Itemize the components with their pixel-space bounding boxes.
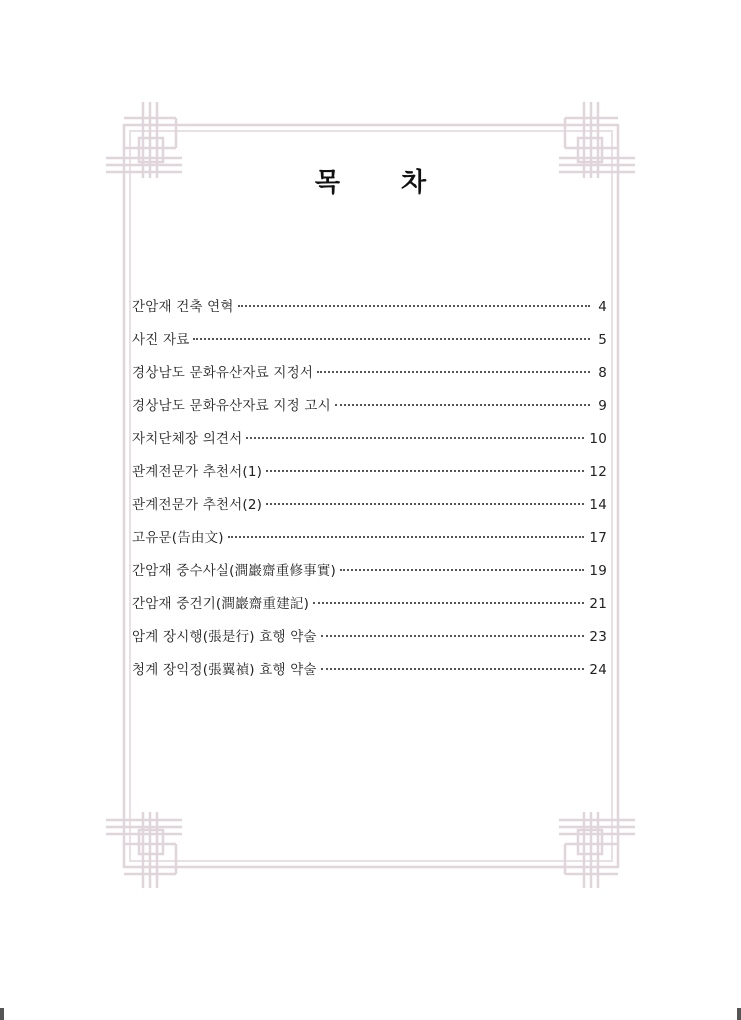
toc-entry-label: 경상남도 문화유산자료 지정서: [132, 365, 314, 381]
dot-leader: [266, 470, 584, 472]
bottom-right-lattice-ornament: [559, 812, 635, 888]
toc-entry-label: 청계 장익정(張翼禎) 효행 약술: [132, 662, 317, 678]
toc-page-number: 17: [589, 530, 607, 546]
dot-leader: [321, 635, 585, 637]
page-title: 목 차: [314, 168, 453, 198]
toc-entry[interactable]: [132, 591, 607, 624]
toc-page-number: 23: [589, 629, 607, 645]
dot-leader: [266, 503, 584, 505]
crop-mark: [0, 1008, 4, 1020]
dot-leader: [335, 404, 590, 406]
toc-entry-label: 간암재 건축 연혁: [132, 299, 234, 315]
toc-entry[interactable]: [132, 294, 607, 327]
toc-page-number: 14: [589, 497, 607, 513]
toc-entry[interactable]: [132, 558, 607, 591]
toc-entry-label: 간암재 중수사실(澗巖齋重修事實): [132, 563, 337, 579]
toc-entry[interactable]: [132, 360, 607, 393]
toc-entry[interactable]: [132, 492, 607, 525]
toc-entry[interactable]: [132, 624, 607, 657]
dot-leader: [228, 536, 585, 538]
dot-leader: [246, 437, 584, 439]
dot-leader: [340, 569, 584, 571]
toc-entry-label: 경상남도 문화유산자료 지정 고시: [132, 398, 331, 414]
toc-page-number: 10: [589, 431, 607, 447]
toc-page-number: 8: [598, 365, 607, 381]
dot-leader: [317, 371, 590, 373]
toc-page-number: 5: [598, 332, 607, 348]
toc-page-number: 19: [589, 563, 607, 579]
toc-entry-label: 관계전문가 추천서(2): [132, 497, 263, 513]
toc-page-number: 24: [589, 662, 607, 678]
toc-page-number: 21: [589, 596, 607, 612]
bottom-left-lattice-ornament: [106, 812, 182, 888]
dot-leader: [321, 668, 585, 670]
toc-entry[interactable]: [132, 426, 607, 459]
toc-entry-label: 관계전문가 추천서(1): [132, 464, 263, 480]
toc-entry[interactable]: [132, 393, 607, 426]
toc-entry-label: 고유문(告由文): [132, 530, 224, 546]
toc-entry-label: 암계 장시행(張是行) 효행 약술: [132, 629, 317, 645]
toc-entry[interactable]: [132, 327, 607, 360]
toc-entry-label: 간암재 중건기(澗巖齋重建記): [132, 596, 310, 612]
toc-entry[interactable]: [132, 525, 607, 558]
toc-entry[interactable]: [132, 459, 607, 492]
toc-entry-label: 사진 자료: [132, 332, 190, 348]
table-of-contents: [132, 294, 607, 690]
crop-mark: [737, 1008, 741, 1020]
dot-leader: [313, 602, 584, 604]
toc-page-number: 4: [598, 299, 607, 315]
dot-leader: [193, 338, 590, 340]
toc-page-number: 9: [598, 398, 607, 414]
toc-page-number: 12: [589, 464, 607, 480]
dot-leader: [238, 305, 590, 307]
toc-entry-label: 자치단체장 의견서: [132, 431, 243, 447]
toc-entry[interactable]: [132, 657, 607, 690]
